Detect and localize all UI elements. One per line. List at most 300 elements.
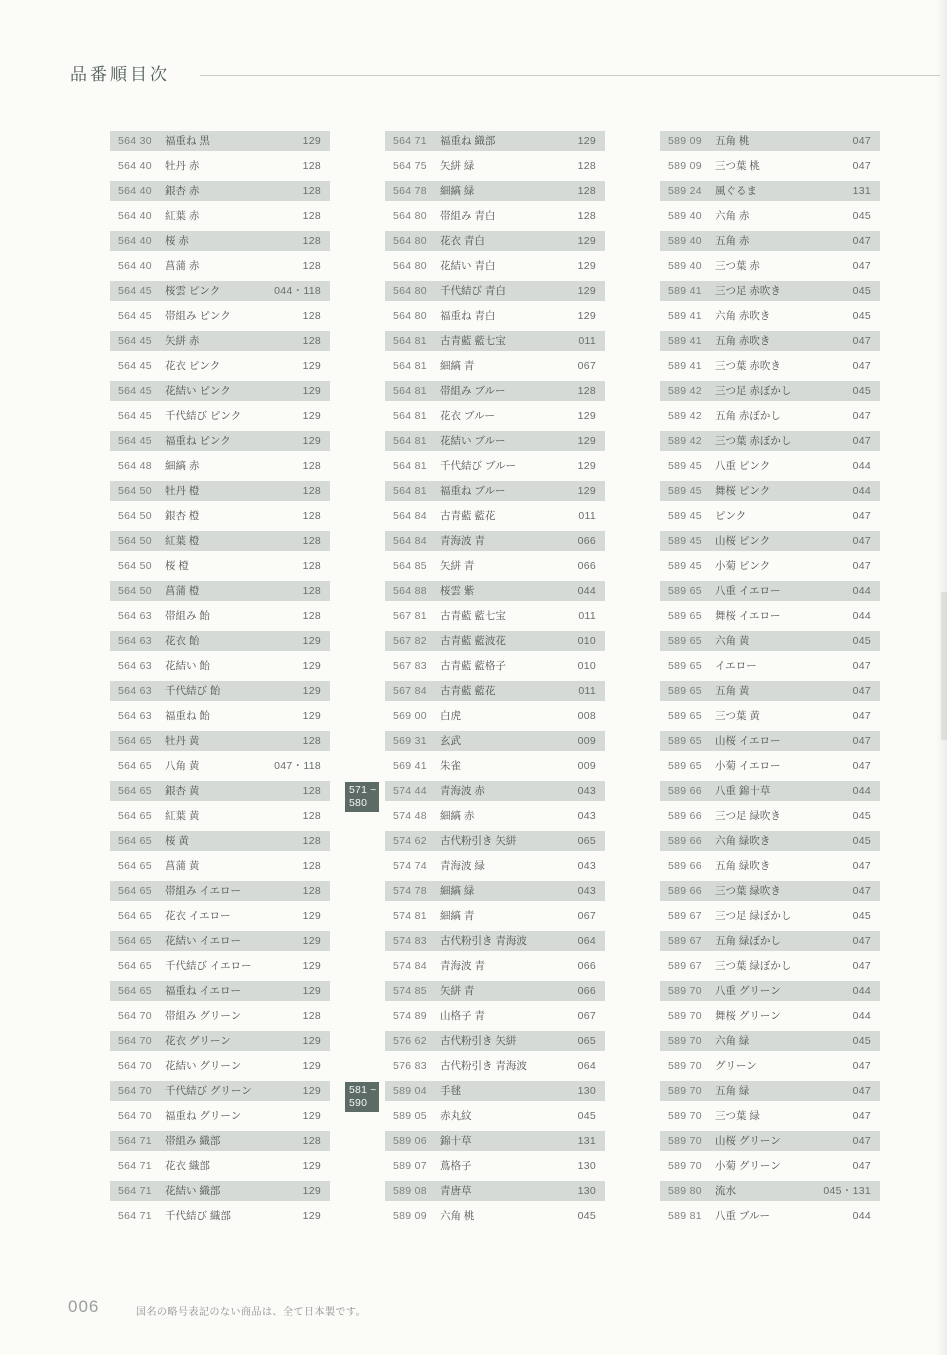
product-name: 牡丹 黄 — [165, 735, 200, 747]
footer-note: 国名の略号表記のない商品は、全て日本製です。 — [136, 1307, 367, 1318]
product-name: 玄武 — [440, 735, 461, 747]
page-ref: 011 — [578, 685, 596, 697]
product-name: 桜 黄 — [165, 835, 189, 847]
product-name: 福重ね 織部 — [440, 135, 496, 147]
index-row — [110, 1006, 330, 1026]
product-name: 矢絣 赤 — [165, 335, 200, 347]
page-ref: 010 — [577, 635, 596, 647]
index-row — [110, 856, 330, 876]
index-row — [660, 1106, 880, 1126]
product-code: 589 45 — [668, 485, 702, 497]
index-row — [385, 306, 605, 326]
index-row — [385, 831, 605, 851]
product-code: 574 74 — [393, 860, 427, 872]
product-code: 589 70 — [668, 1135, 702, 1147]
product-code: 589 09 — [668, 135, 702, 147]
index-row — [110, 481, 330, 501]
page-ref: 066 — [577, 535, 596, 547]
product-code: 564 80 — [393, 210, 427, 222]
page-ref: 011 — [578, 335, 596, 347]
page-ref: 047 — [852, 260, 871, 272]
product-code: 564 50 — [118, 510, 152, 522]
product-name: 帯組み グリーン — [165, 1010, 242, 1022]
product-name: 紅葉 赤 — [165, 210, 200, 222]
index-row — [660, 1131, 880, 1151]
page-ref: 129 — [577, 460, 596, 472]
index-row — [660, 956, 880, 976]
product-code: 576 62 — [393, 1035, 427, 1047]
index-row — [660, 1006, 880, 1026]
product-code: 564 63 — [118, 610, 152, 622]
product-name: 牡丹 橙 — [165, 485, 200, 497]
index-row — [110, 881, 330, 901]
index-row — [110, 556, 330, 576]
product-code: 574 85 — [393, 985, 427, 997]
index-row — [660, 1031, 880, 1051]
page-ref: 044 — [852, 460, 871, 472]
product-code: 564 81 — [393, 410, 427, 422]
product-code: 564 65 — [118, 860, 152, 872]
index-row — [385, 656, 605, 676]
index-row — [660, 481, 880, 501]
page-ref: 128 — [302, 835, 321, 847]
index-row — [385, 281, 605, 301]
product-code: 576 83 — [393, 1060, 427, 1072]
product-code: 564 81 — [393, 335, 427, 347]
index-row — [385, 156, 605, 176]
page-ref: 128 — [302, 785, 321, 797]
index-row — [110, 206, 330, 226]
index-row — [385, 356, 605, 376]
index-row — [385, 506, 605, 526]
page-ref: 128 — [302, 185, 321, 197]
product-code: 564 40 — [118, 185, 152, 197]
page-ref: 128 — [302, 1135, 321, 1147]
product-name: 千代結び 織部 — [165, 1210, 231, 1222]
index-row — [110, 1206, 330, 1226]
index-column-2 — [385, 131, 605, 1231]
product-name: 花衣 ブルー — [440, 410, 495, 422]
product-name: 福重ね 青白 — [440, 310, 496, 322]
product-code: 564 63 — [118, 685, 152, 697]
page-ref: 129 — [302, 635, 321, 647]
product-name: 小菊 ピンク — [715, 560, 771, 572]
index-row — [660, 506, 880, 526]
product-code: 589 70 — [668, 1010, 702, 1022]
page-ref: 064 — [577, 935, 596, 947]
product-code: 574 62 — [393, 835, 427, 847]
page-ref: 047 — [852, 160, 871, 172]
product-name: 福重ね グリーン — [165, 1110, 242, 1122]
product-name: 福重ね ブルー — [440, 485, 506, 497]
index-row — [385, 1006, 605, 1026]
product-name: 流水 — [715, 1185, 736, 1197]
product-code: 589 09 — [393, 1210, 427, 1222]
page-ref: 047 — [852, 960, 871, 972]
page-ref: 045 — [852, 385, 871, 397]
index-row — [660, 231, 880, 251]
product-name: 千代結び グリーン — [165, 1085, 252, 1097]
page-ref: 065 — [577, 835, 596, 847]
product-code: 564 65 — [118, 810, 152, 822]
page-ref: 128 — [302, 160, 321, 172]
index-row — [385, 406, 605, 426]
product-code: 589 66 — [668, 835, 702, 847]
index-row — [385, 331, 605, 351]
product-name: 花結い 飴 — [165, 660, 210, 672]
product-name: 帯組み イエロー — [165, 885, 241, 897]
page-ref: 045 — [852, 810, 871, 822]
product-name: 五角 黄 — [715, 685, 750, 697]
product-name: 花衣 ピンク — [165, 360, 221, 372]
index-row — [660, 756, 880, 776]
page-ref: 047 — [852, 135, 871, 147]
header-rule — [200, 75, 940, 76]
index-row — [660, 831, 880, 851]
product-name: 細縞 緑 — [440, 185, 475, 197]
page-ref: 047 — [852, 710, 871, 722]
product-code: 589 80 — [668, 1185, 702, 1197]
page-ref: 043 — [577, 860, 596, 872]
product-code: 589 65 — [668, 585, 702, 597]
product-code: 564 81 — [393, 360, 427, 372]
product-code: 567 81 — [393, 610, 427, 622]
index-row — [660, 1081, 880, 1101]
index-row — [385, 1181, 605, 1201]
product-code: 589 81 — [668, 1210, 702, 1222]
index-row — [385, 606, 605, 626]
index-row — [385, 856, 605, 876]
index-row — [110, 256, 330, 276]
index-row — [110, 1056, 330, 1076]
product-name: 細縞 赤 — [165, 460, 200, 472]
product-code: 589 07 — [393, 1160, 427, 1172]
index-row — [385, 1206, 605, 1226]
product-name: 三つ葉 緑吹き — [715, 885, 781, 897]
range-tab-label: 580 — [349, 797, 368, 809]
product-code: 589 66 — [668, 810, 702, 822]
page-ref: 044 — [852, 610, 871, 622]
product-name: 青海波 赤 — [440, 785, 485, 797]
product-code: 564 65 — [118, 985, 152, 997]
index-row — [110, 381, 330, 401]
page-ref: 047 — [852, 235, 871, 247]
product-code: 589 09 — [668, 160, 702, 172]
index-row — [385, 881, 605, 901]
product-code: 589 40 — [668, 210, 702, 222]
page-ref: 066 — [577, 560, 596, 572]
product-name: 古青藍 藍七宝 — [440, 335, 506, 347]
product-name: 細縞 赤 — [440, 810, 475, 822]
page-ref: 130 — [577, 1160, 596, 1172]
product-code: 564 75 — [393, 160, 427, 172]
product-code: 564 81 — [393, 460, 427, 472]
page-ref: 128 — [577, 385, 596, 397]
product-code: 589 66 — [668, 885, 702, 897]
product-name: 五角 桃 — [715, 135, 750, 147]
index-row — [110, 1181, 330, 1201]
index-row — [110, 756, 330, 776]
range-tab-label: 581 ~ — [349, 1084, 377, 1096]
product-name: 花衣 青白 — [440, 235, 485, 247]
product-name: 花衣 グリーン — [165, 1035, 231, 1047]
page-ref: 047・118 — [274, 760, 321, 772]
index-row — [110, 1131, 330, 1151]
product-name: 蔦格子 — [440, 1160, 472, 1172]
index-row — [110, 306, 330, 326]
product-name: 花結い ブルー — [440, 435, 506, 447]
page-ref: 129 — [577, 435, 596, 447]
page-number: 006 — [68, 1297, 100, 1316]
index-row — [110, 931, 330, 951]
product-name: 桜雲 紫 — [440, 585, 475, 597]
product-code: 564 84 — [393, 510, 427, 522]
product-name: 三つ葉 緑 — [715, 1110, 760, 1122]
page-ref: 010 — [577, 660, 596, 672]
product-code: 564 70 — [118, 1085, 152, 1097]
product-name: 五角 緑ぼかし — [715, 935, 781, 947]
index-column-3 — [660, 131, 880, 1231]
index-row — [660, 631, 880, 651]
product-code: 564 80 — [393, 235, 427, 247]
index-row — [110, 1081, 330, 1101]
product-name: イエロー — [715, 660, 757, 672]
product-name: 青唐草 — [440, 1185, 472, 1197]
page-ref: 044 — [852, 485, 871, 497]
product-code: 564 65 — [118, 935, 152, 947]
page-ref: 011 — [578, 510, 596, 522]
product-name: 花結い イエロー — [165, 935, 241, 947]
product-code: 564 40 — [118, 160, 152, 172]
product-code: 589 70 — [668, 985, 702, 997]
index-row — [385, 1156, 605, 1176]
page-ref: 129 — [577, 310, 596, 322]
product-name: 八重 錦十草 — [715, 785, 771, 797]
product-code: 574 89 — [393, 1010, 427, 1022]
product-name: 六角 桃 — [440, 1210, 475, 1222]
index-row — [110, 231, 330, 251]
index-row — [110, 131, 330, 151]
index-row — [385, 231, 605, 251]
page-ref: 044 — [852, 585, 871, 597]
product-name: 青海波 青 — [440, 960, 485, 972]
product-name: 三つ葉 赤吹き — [715, 360, 781, 372]
product-name: 帯組み 飴 — [165, 610, 210, 622]
product-code: 564 88 — [393, 585, 427, 597]
page-ref: 067 — [577, 1010, 596, 1022]
product-code: 564 71 — [118, 1135, 152, 1147]
product-name: 手毬 — [440, 1085, 461, 1097]
index-row — [660, 131, 880, 151]
product-code: 564 65 — [118, 785, 152, 797]
product-code: 589 42 — [668, 385, 702, 397]
index-row — [385, 906, 605, 926]
page-ref: 128 — [577, 160, 596, 172]
product-code: 564 80 — [393, 310, 427, 322]
product-name: 千代結び 青白 — [440, 285, 506, 297]
index-row — [660, 431, 880, 451]
product-name: 山桜 ピンク — [715, 535, 771, 547]
page-ref: 128 — [302, 485, 321, 497]
product-code: 564 45 — [118, 385, 152, 397]
page-ref: 129 — [302, 135, 321, 147]
product-name: 朱雀 — [440, 760, 461, 772]
product-code: 589 41 — [668, 360, 702, 372]
range-tab-label: 590 — [349, 1097, 368, 1109]
page-ref: 047 — [852, 1085, 871, 1097]
page-ref: 044 — [852, 985, 871, 997]
page-ref: 047 — [852, 735, 871, 747]
product-name: 福重ね 黒 — [165, 135, 210, 147]
index-column-1 — [110, 131, 330, 1231]
index-row — [385, 1106, 605, 1126]
page-ref: 129 — [577, 485, 596, 497]
product-name: 六角 赤吹き — [715, 310, 771, 322]
product-name: 菖蒲 黄 — [165, 860, 200, 872]
product-name: 六角 緑吹き — [715, 835, 771, 847]
index-row — [385, 706, 605, 726]
product-code: 589 65 — [668, 735, 702, 747]
index-row — [385, 456, 605, 476]
product-name: 錦十草 — [440, 1135, 472, 1147]
product-code: 564 81 — [393, 435, 427, 447]
product-name: 桜 橙 — [165, 560, 189, 572]
index-row — [110, 281, 330, 301]
page-ref: 044 — [852, 785, 871, 797]
page-ref: 067 — [577, 360, 596, 372]
product-name: 小菊 グリーン — [715, 1160, 781, 1172]
product-code: 589 45 — [668, 535, 702, 547]
product-code: 564 45 — [118, 435, 152, 447]
page-ref: 064 — [577, 1060, 596, 1072]
product-code: 564 80 — [393, 260, 427, 272]
page-ref: 131 — [577, 1135, 596, 1147]
product-name: 矢絣 緑 — [440, 160, 475, 172]
page-ref: 129 — [302, 685, 321, 697]
product-name: 山桜 グリーン — [715, 1135, 781, 1147]
product-name: 銀杏 黄 — [165, 785, 200, 797]
index-row — [110, 731, 330, 751]
index-row — [660, 256, 880, 276]
product-code: 567 84 — [393, 685, 427, 697]
product-name: 舞桜 イエロー — [715, 610, 781, 622]
page-ref: 067 — [577, 910, 596, 922]
product-name: 福重ね イエロー — [165, 985, 241, 997]
product-code: 564 84 — [393, 535, 427, 547]
index-row — [660, 581, 880, 601]
product-code: 564 45 — [118, 285, 152, 297]
index-row — [660, 981, 880, 1001]
product-code: 589 70 — [668, 1060, 702, 1072]
product-name: 三つ葉 黄 — [715, 710, 760, 722]
page-ref: 129 — [302, 935, 321, 947]
product-name: 五角 赤 — [715, 235, 750, 247]
range-tab — [345, 1082, 379, 1112]
product-code: 564 45 — [118, 360, 152, 372]
product-code: 589 40 — [668, 260, 702, 272]
page-ref: 047 — [852, 335, 871, 347]
index-row — [110, 356, 330, 376]
index-row — [660, 656, 880, 676]
page-ref: 128 — [302, 335, 321, 347]
page-ref: 047 — [852, 435, 871, 447]
index-row — [385, 556, 605, 576]
product-name: 古青藍 藍花 — [440, 685, 496, 697]
product-code: 589 65 — [668, 710, 702, 722]
page-ref: 128 — [302, 235, 321, 247]
index-row — [660, 206, 880, 226]
index-row — [660, 1156, 880, 1176]
page-ref: 047 — [852, 360, 871, 372]
product-code: 564 78 — [393, 185, 427, 197]
product-code: 589 67 — [668, 935, 702, 947]
index-row — [660, 356, 880, 376]
page-ref: 128 — [302, 560, 321, 572]
product-code: 564 40 — [118, 235, 152, 247]
product-name: 千代結び イエロー — [165, 960, 252, 972]
product-name: 菖蒲 赤 — [165, 260, 200, 272]
product-code: 567 82 — [393, 635, 427, 647]
product-name: 青海波 緑 — [440, 860, 485, 872]
index-row — [110, 656, 330, 676]
index-row — [385, 256, 605, 276]
product-code: 589 66 — [668, 860, 702, 872]
index-row — [660, 731, 880, 751]
product-name: 桜雲 ピンク — [165, 285, 221, 297]
page-ref: 129 — [302, 910, 321, 922]
product-code: 589 41 — [668, 335, 702, 347]
page-ref: 129 — [577, 410, 596, 422]
product-code: 564 50 — [118, 585, 152, 597]
product-code: 589 65 — [668, 760, 702, 772]
product-code: 589 70 — [668, 1035, 702, 1047]
index-row — [110, 956, 330, 976]
product-name: 帯組み ピンク — [165, 310, 231, 322]
page-ref: 045・131 — [823, 1185, 871, 1197]
index-row — [660, 281, 880, 301]
product-code: 589 70 — [668, 1110, 702, 1122]
page-ref: 047 — [852, 760, 871, 772]
product-name: 福重ね ピンク — [165, 435, 231, 447]
page-ref: 047 — [852, 560, 871, 572]
page-ref: 128 — [302, 260, 321, 272]
product-name: 六角 黄 — [715, 635, 750, 647]
page-ref: 129 — [302, 1110, 321, 1122]
product-name: 花衣 イエロー — [165, 910, 231, 922]
index-row — [385, 131, 605, 151]
index-row — [385, 731, 605, 751]
page-ref: 045 — [577, 1110, 596, 1122]
page-ref: 047 — [852, 660, 871, 672]
index-row — [660, 856, 880, 876]
product-name: 六角 緑 — [715, 1035, 750, 1047]
product-code: 564 81 — [393, 385, 427, 397]
page-ref: 128 — [302, 860, 321, 872]
index-row — [660, 456, 880, 476]
product-code: 569 41 — [393, 760, 427, 772]
product-code: 564 50 — [118, 535, 152, 547]
page-ref: 044 — [852, 1210, 871, 1222]
product-code: 589 04 — [393, 1085, 427, 1097]
product-name: 帯組み ブルー — [440, 385, 506, 397]
index-row — [385, 681, 605, 701]
product-code: 589 42 — [668, 410, 702, 422]
product-code: 564 85 — [393, 560, 427, 572]
product-code: 574 44 — [393, 785, 427, 797]
product-name: 千代結び ピンク — [165, 410, 242, 422]
product-name: 舞桜 グリーン — [715, 1010, 781, 1022]
index-row — [660, 806, 880, 826]
